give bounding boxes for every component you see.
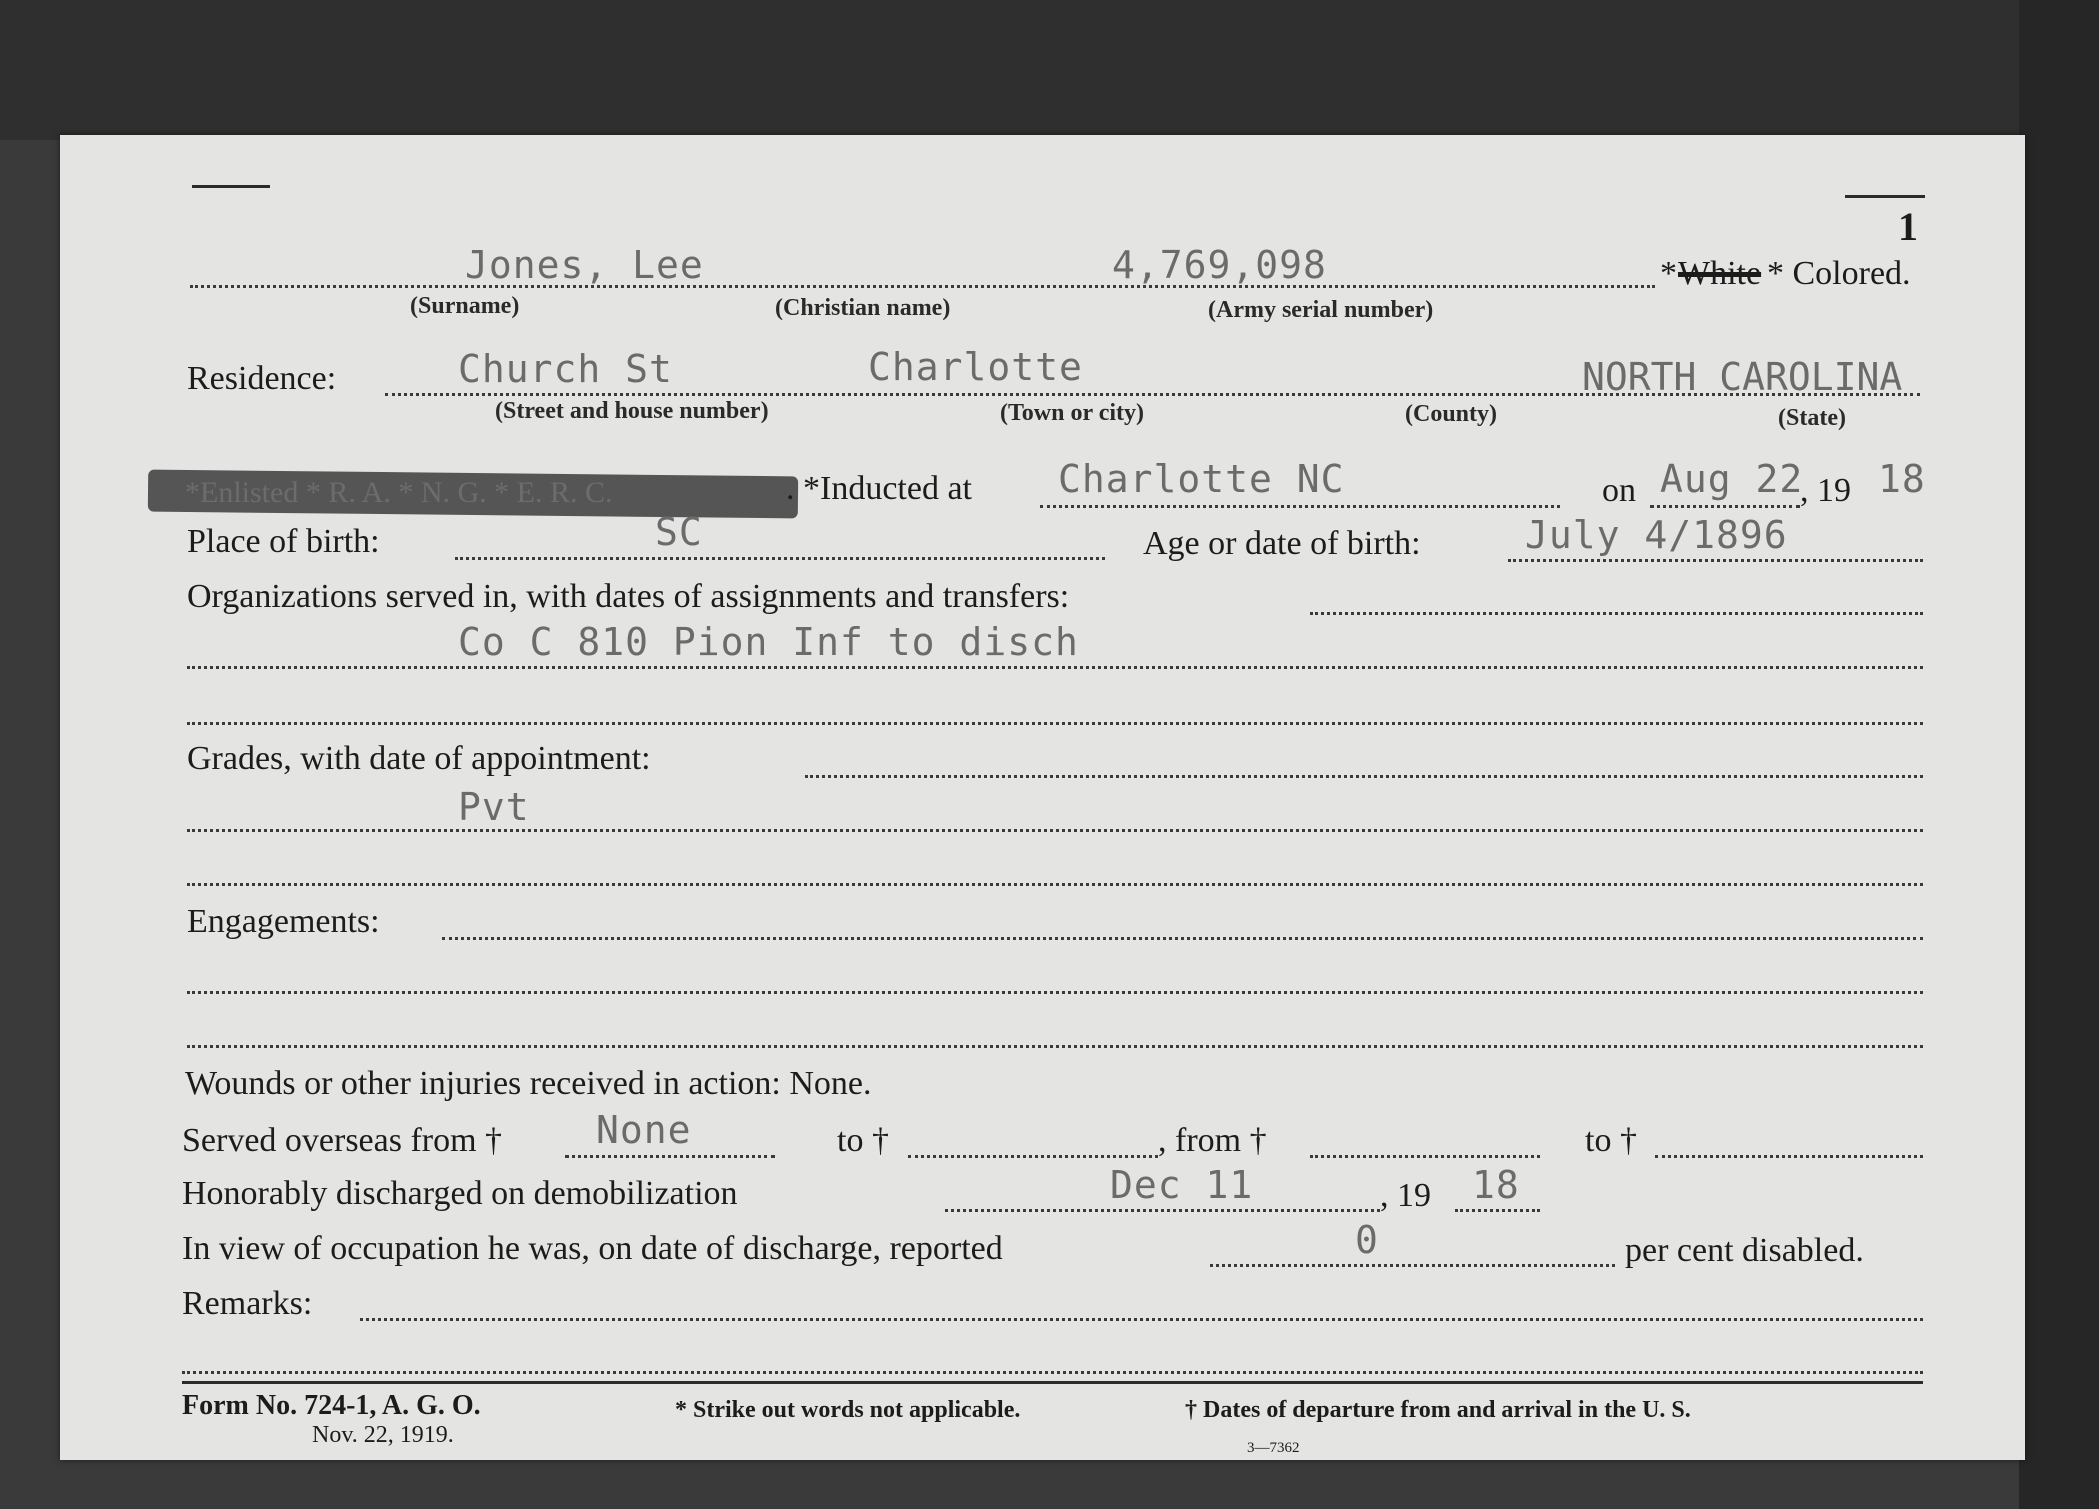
discharge-year-line: [1455, 1209, 1540, 1212]
discharge-label: Honorably discharged on demobilization: [182, 1175, 738, 1212]
serial-value: 4,769,098: [1112, 243, 1327, 287]
engagements-line-3: [187, 1045, 1923, 1048]
overseas-from2-label: , from †: [1158, 1122, 1267, 1159]
engagements-label: Engagements:: [187, 903, 380, 940]
footer-rule: [182, 1381, 1923, 1384]
race-colored: * Colored.: [1767, 255, 1911, 292]
organizations-line-3: [187, 722, 1923, 725]
wounds-label: Wounds or other injuries received in action: None.: [185, 1065, 872, 1102]
age-line: [1508, 559, 1923, 562]
discharge-year-value: 18: [1472, 1163, 1520, 1207]
discharge-date-line: [945, 1209, 1380, 1212]
dates-note: † Dates of departure from and arrival in the U. S.: [1185, 1397, 1691, 1423]
residence-label: Residence:: [187, 360, 337, 397]
serial-caption: (Army serial number): [1208, 297, 1434, 323]
overseas-to2-line: [1655, 1155, 1923, 1158]
organizations-label: Organizations served in, with dates of assignments and transfers:: [187, 578, 1070, 615]
disability-line: [1210, 1264, 1615, 1267]
overseas-from-line: [565, 1155, 775, 1158]
engagements-line-1: [442, 937, 1923, 940]
county-caption: (County): [1405, 401, 1498, 427]
grades-line-3: [187, 883, 1923, 886]
inducted-label: . *Inducted at: [786, 470, 972, 507]
name-serial-line: [190, 285, 1655, 288]
organizations-line-1: [1310, 612, 1923, 615]
discharge-year-prefix: , 19: [1380, 1177, 1431, 1214]
overseas-from-value: None: [596, 1108, 692, 1152]
residence-town-value: Charlotte: [868, 345, 1083, 389]
state-caption: (State): [1778, 405, 1846, 431]
place-of-birth-line: [455, 557, 1105, 560]
grades-line-1: [805, 775, 1923, 778]
discharge-date-value: Dec 11: [1110, 1163, 1254, 1207]
service-record-card: [60, 135, 2025, 1460]
inducted-on-label: on: [1602, 472, 1636, 509]
inducted-line: [1040, 505, 1560, 508]
scanner-background-top: [0, 0, 2099, 140]
residence-state-value: NORTH CAROLINA: [1582, 355, 1903, 399]
overseas-from2-line: [1310, 1155, 1540, 1158]
disability-suffix: per cent disabled.: [1625, 1232, 1864, 1269]
top-left-rule: [192, 185, 270, 188]
grades-line-2: [187, 829, 1923, 832]
remarks-line-1: [360, 1318, 1923, 1321]
grades-label: Grades, with date of appointment:: [187, 740, 651, 777]
top-right-rule: [1845, 195, 1925, 198]
form-date: Nov. 22, 1919.: [312, 1422, 454, 1448]
disability-value: 0: [1355, 1218, 1379, 1262]
christian-name-caption: (Christian name): [775, 295, 951, 321]
age-value: July 4/1896: [1525, 513, 1788, 557]
place-of-birth-value: SC: [655, 510, 703, 554]
inducted-place-value: Charlotte NC: [1058, 457, 1345, 501]
race-white-struck: White: [1678, 255, 1762, 292]
scanner-background-right: [2019, 0, 2099, 1509]
disability-label: In view of occupation he was, on date of discharge, reported: [182, 1230, 1003, 1267]
overseas-to-line: [908, 1155, 1158, 1158]
place-of-birth-label: Place of birth:: [187, 523, 380, 560]
street-caption: (Street and house number): [495, 398, 769, 424]
inducted-date-line: [1650, 505, 1800, 508]
surname-caption: (Surname): [410, 293, 520, 319]
inducted-year-prefix: , 19: [1800, 472, 1851, 509]
overseas-to2-label: to †: [1585, 1122, 1637, 1159]
remarks-label: Remarks:: [182, 1285, 313, 1322]
organizations-value: Co C 810 Pion Inf to disch: [458, 620, 1079, 664]
organizations-line-2: [187, 666, 1923, 669]
race-prefix: *: [1660, 255, 1677, 292]
age-label: Age or date of birth:: [1143, 525, 1421, 562]
overseas-to-label: to †: [837, 1122, 889, 1159]
grades-value: Pvt: [458, 785, 530, 829]
strike-out-note: * Strike out words not applicable.: [675, 1397, 1021, 1423]
inducted-date-value: Aug 22: [1660, 457, 1804, 501]
print-code: 3—7362: [1247, 1440, 1300, 1456]
enlisted-options-struck: *Enlisted * R. A. * N. G. * E. R. C.: [185, 476, 613, 509]
engagements-line-2: [187, 991, 1923, 994]
remarks-line-2: [182, 1371, 1923, 1374]
inducted-year-value: 18: [1878, 457, 1926, 501]
residence-street-value: Church St: [458, 347, 673, 391]
served-overseas-label: Served overseas from †: [182, 1122, 503, 1159]
card-number: 1: [1898, 204, 1918, 249]
surname-value: Jones, Lee: [465, 243, 704, 287]
form-number: Form No. 724-1, A. G. O.: [182, 1390, 481, 1421]
town-caption: (Town or city): [1000, 400, 1144, 426]
